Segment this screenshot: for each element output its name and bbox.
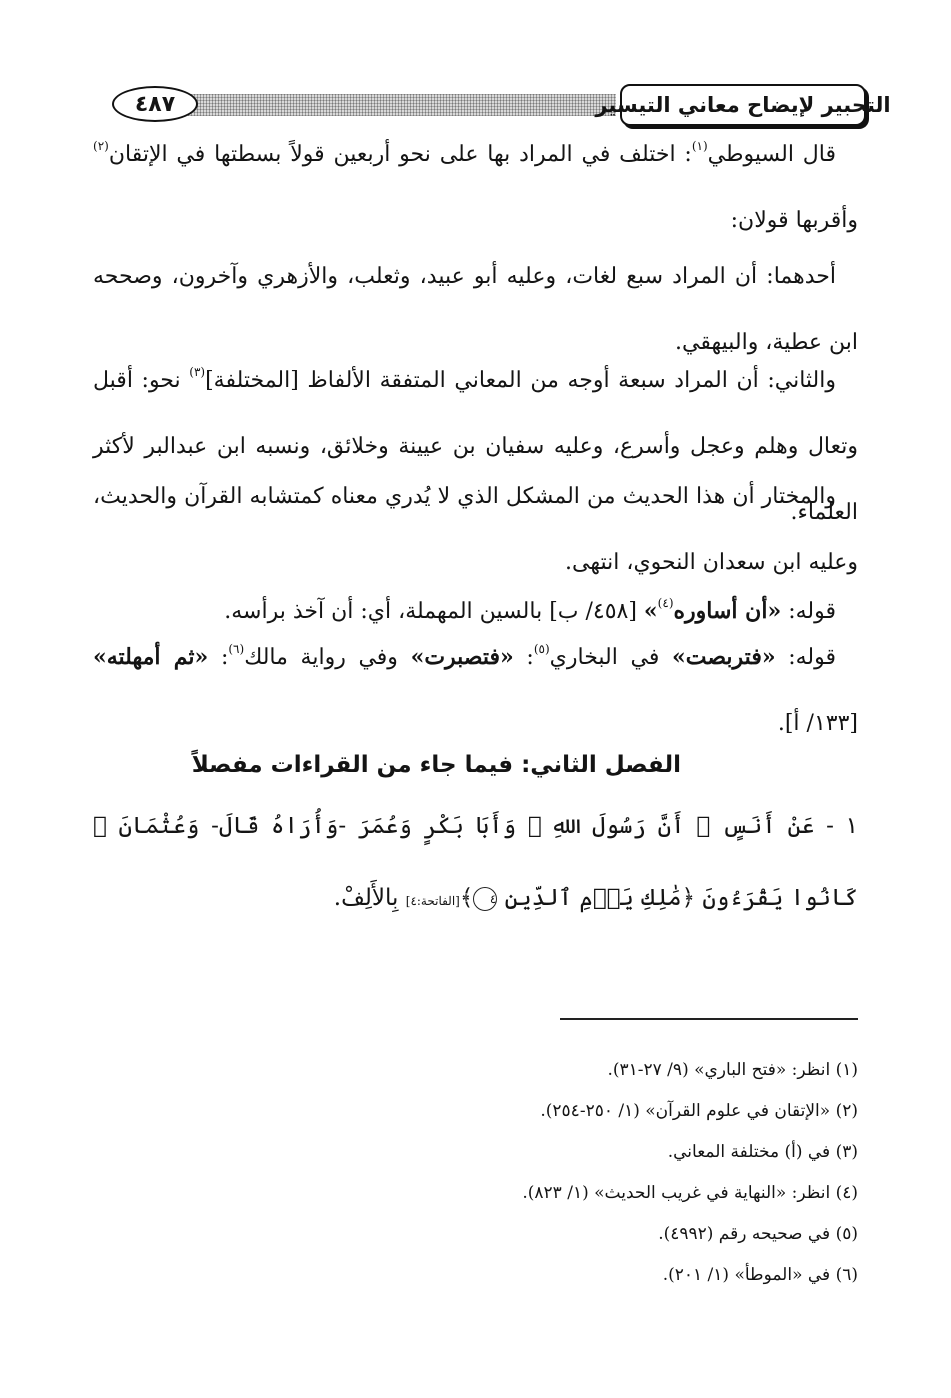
book-title: التحبير لإيضاح معاني التيسير [595,93,891,117]
text-run: قوله: [775,645,837,670]
quote-mark: » [643,598,658,624]
header-decorative-band [188,94,616,116]
footnote-ref-4[interactable]: (٤) [657,596,674,610]
text-run: [١٣٣/ أ]. [777,711,858,736]
paragraph-tarabbastu [93,624,858,757]
footnote-ref-5[interactable]: (٥) [533,642,550,656]
text-run: في البخاري [549,645,672,670]
footnote-2: (٢) «الإتقان في علوم القرآن» (١/ ٢٥٠-٢٥٤). [540,1101,858,1121]
footnote-5: (٥) في صحيحه رقم (٤٩٩٢). [658,1224,858,1244]
page-number: ٤٨٧ [134,91,176,117]
footnote-ref-2[interactable]: (٢) [93,139,109,153]
footnote-1: (١) انظر: «فتح الباري» (٩/ ٢٧-٣١). [607,1060,858,1080]
quoted-word: «ثم أمهلته» [93,644,209,670]
quran-bracket-close: ﴾ [459,885,474,911]
footnote-ref-3[interactable]: (٣) [189,365,206,379]
hadith-text [93,790,858,937]
footnote-3: (٣) في (أ) مختلفة المعاني. [667,1142,858,1162]
text-run: قال السيوطي [707,142,836,167]
page-number-oval [112,86,198,122]
text-run: وفي رواية مالك [244,645,411,670]
text-run: وأقربها قولان: [730,208,858,233]
paragraph-suyuti [93,122,858,254]
quoted-word: «أن أساوره [673,598,782,624]
footnote-6: (٦) في «الموطأ» (١/ ٢٠١). [662,1265,858,1285]
header-title-box [595,84,891,126]
footnote-ref-6[interactable]: (٦) [228,642,245,656]
quoted-word: «فتربصت» [671,644,776,670]
text-run: نحو: أقبل وتعال وهلم وعجل وأسرع، وعليه سفيان بن عيينة وخلائق، ونسبه ابن عبدالبر لأكثر العلماء. [93,368,858,525]
chapter-heading: الفصل الثاني: فيما جاء من القراءات مفصلاً [191,752,681,778]
hadith-ending: بِالأَلِفْ. [333,885,406,911]
paragraph-text: أحدهما: أن المراد سبع لغات، وعليه أبو عبيد، وثعلب، والأزهري وآخرون، وصححه ابن عطية، والبيهقي. [93,264,858,355]
text-run: قوله: [781,599,836,624]
text-run: : [208,645,229,670]
text-run: : [513,645,534,670]
paragraph-chosen-opinion [93,464,858,596]
footnote-separator [560,1018,858,1020]
footnotes-list [93,1050,858,1296]
hadith-body: ١ - عَنْ أَنَسٍ ﵁ أَنَّ رَسُولَ اللهِ ﷺ وَأَبَا بَكْرٍ وَعُمَرَ -وَأُرَاهُ قَالَ- وَعُثْمَانَ ﵁ كَانُوا يَقْرَءُونَ ﴿مَٰلِكِ يَوۡمِ ٱلدِّينِ [93,813,858,911]
quoted-word: «فتصبرت» [410,644,514,670]
footnote-ref-1[interactable]: (١) [691,139,708,153]
text-run: : اختلف في المراد بها على نحو أربعين قولاً بسطتها في الإتقان [108,142,692,167]
paragraph-text: والمختار أن هذا الحديث من المشكل الذي لا يُدري معناه كمتشابه القرآن والحديث، وعليه ابن سعدان النحوي، انتهى. [93,484,858,575]
text-run: والثاني: أن المراد سبعة أوجه من المعاني المتفقة الألفاظ [المختلفة] [205,368,836,393]
quran-reference: [الفاتحة:٤] [405,894,460,908]
footnote-4: (٤) انظر: «النهاية في غريب الحديث» (١/ ٨٢٣). [522,1183,858,1203]
ayah-number-marker: ٤ [473,887,497,911]
text-run: [٤٥٨/ ب] بالسين المهملة، أي: أن آخذ برأسه. [224,599,644,624]
